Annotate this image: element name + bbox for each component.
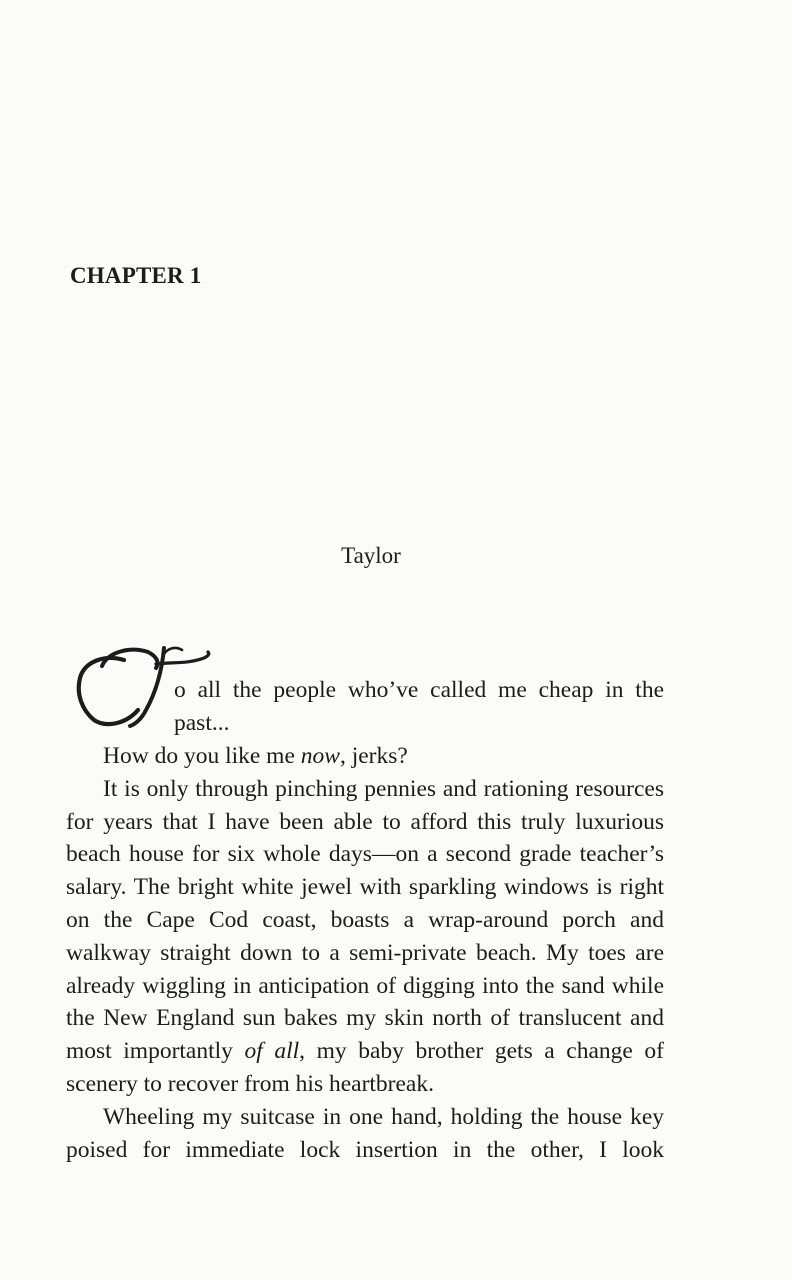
paragraph-text: It is only through pinching pennies and rationing resources for years that I have been able to afford this truly luxurious beach house for six whole days—on a second grade teacher’s salary. The bright white jewel with sparkling windows is right on the Cape Cod coast, boasts a wrap-around porch and walkway straight down to a semi-private beach. My toes are already wiggling in anticipation of digging into the sand while the New England sun bakes my skin north of translucent and most importantly [66, 775, 664, 1065]
paragraph [66, 773, 664, 1101]
pov-character-name: Taylor [341, 543, 401, 568]
emphasis-text: of all [244, 1038, 300, 1065]
opening-line: o all the people who’ve called me cheap in the [174, 677, 664, 703]
paragraph [66, 740, 664, 773]
chapter-body [66, 740, 664, 1166]
paragraph-text: , my baby brother gets a change of scenery to recover from his heartbreak. [66, 1038, 664, 1097]
opening-line-continued: past... [174, 710, 230, 736]
emphasis-text: now [300, 743, 340, 769]
paragraph-text: Wheeling my suitcase in one hand, holding the house key poised for immediate lock insertion in the other, I look [66, 1103, 664, 1163]
chapter-heading: CHAPTER 1 [70, 263, 202, 288]
paragraph [66, 1101, 664, 1167]
paragraph-text: How do you like me [103, 743, 301, 769]
paragraph-text: , jerks? [339, 743, 408, 769]
